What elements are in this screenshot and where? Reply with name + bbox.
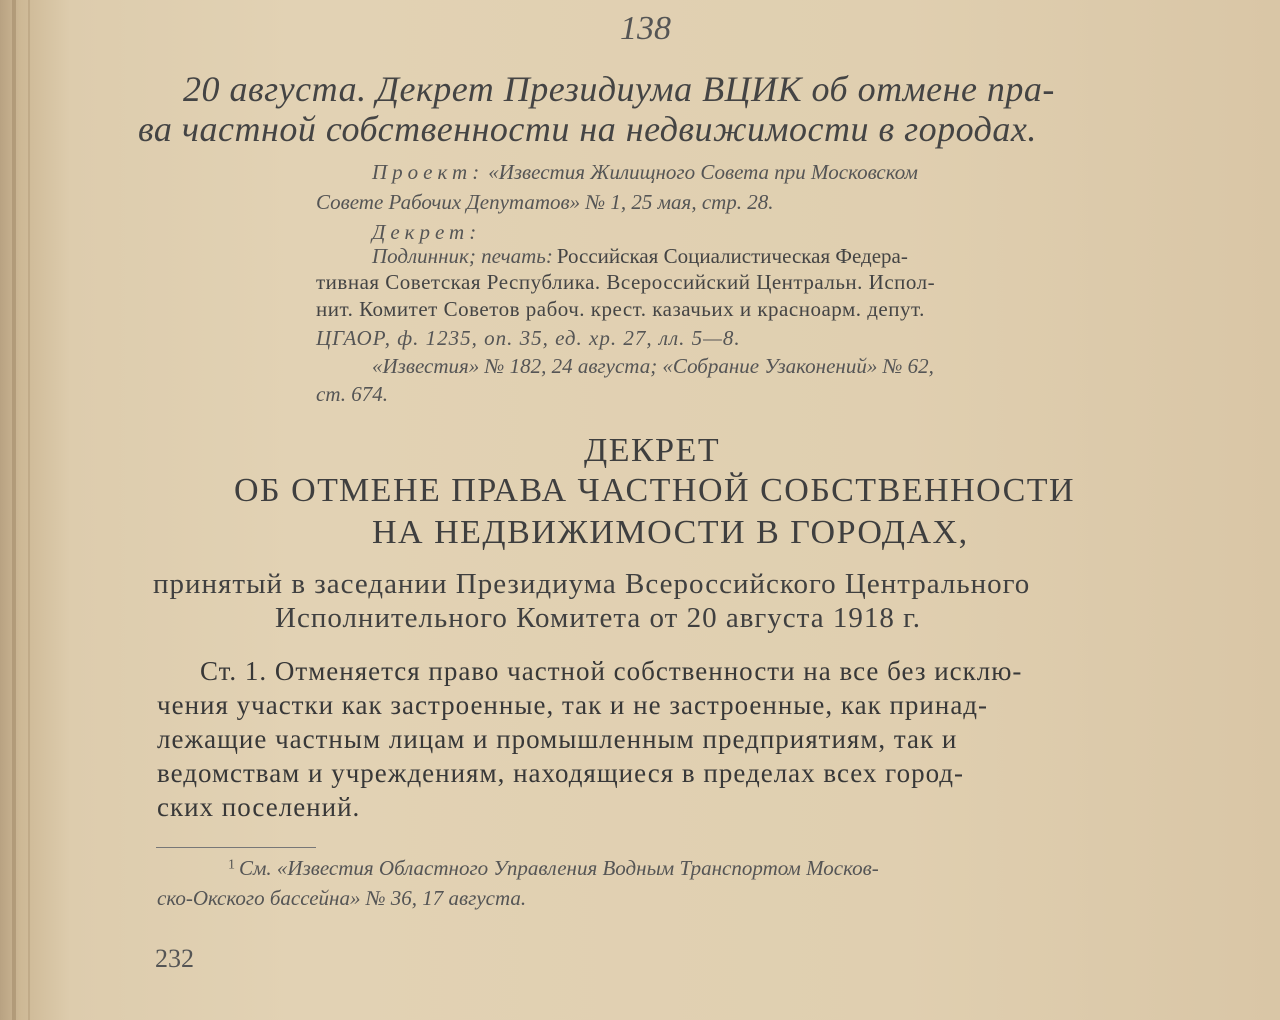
page-edge <box>28 0 30 1020</box>
decree-title-line3: НА НЕДВИЖИМОСТИ В ГОРОДАХ, <box>372 514 969 551</box>
project-line2: Совете Рабочих Депутатов» № 1, 25 мая, стр. 28. <box>316 190 774 214</box>
article-line3: лежащие частным лицам и промышленным предприятиям, так и <box>157 724 958 754</box>
footnote <box>228 856 879 881</box>
decree-subtitle-line2: Исполнительного Комитета от 20 августа 1918 г. <box>275 602 921 634</box>
original-source <box>372 244 908 269</box>
article-line4: ведомствам и учреждениям, находящиеся в пределах всех город- <box>157 758 965 788</box>
decree-subtitle-line1: принятый в заседании Президиума Всероссийского Центрального <box>153 568 1031 600</box>
publication-line1: «Известия» № 182, 24 августа; «Собрание Узаконений» № 62, <box>372 354 934 378</box>
original-label: Подлинник; печать: <box>372 244 553 268</box>
decree-title-line2: ОБ ОТМЕНЕ ПРАВА ЧАСТНОЙ СОБСТВЕННОСТИ <box>234 472 1076 509</box>
book-spine <box>12 0 16 1020</box>
article-line5: ских поселений. <box>157 792 361 822</box>
project-source <box>372 160 918 185</box>
footnote-line1: См. «Известия Областного Управления Водным Транспортом Москов- <box>239 856 879 880</box>
top-page-number: 138 <box>620 10 671 47</box>
original-line2: тивная Советская Республика. Всероссийский Центральн. Испол- <box>316 270 936 294</box>
footnote-divider <box>156 847 316 848</box>
footnote-line2: ско-Окского бассейна» № 36, 17 августа. <box>157 886 527 910</box>
publication-line2: ст. 674. <box>316 382 388 406</box>
article-line1: Ст. 1. Отменяется право частной собственности на все без исклю- <box>200 656 1023 686</box>
archive-reference: ЦГАОР, ф. 1235, оп. 35, ед. хр. 27, лл. 5—8. <box>316 326 741 350</box>
decree-label: Декрет: <box>372 220 482 244</box>
entry-heading-line1: 20 августа. Декрет Президиума ВЦИК об отмене пра- <box>183 69 1055 109</box>
article-line2: чения участки как застроенные, так и не застроенные, как принад- <box>157 690 989 720</box>
decree-title: ДЕКРЕТ <box>584 432 721 469</box>
footnote-marker: 1 <box>228 857 235 873</box>
bottom-page-number: 232 <box>155 944 194 973</box>
original-line1: Российская Социалистическая Федера- <box>556 244 908 268</box>
entry-heading-line2: ва частной собственности на недвижимости в городах. <box>138 109 1037 149</box>
original-line3: нит. Комитет Советов рабоч. крест. казачьих и красноарм. депут. <box>316 297 925 321</box>
project-line1: «Известия Жилищного Совета при Московском <box>488 160 918 184</box>
project-label: Проект: <box>372 160 485 184</box>
